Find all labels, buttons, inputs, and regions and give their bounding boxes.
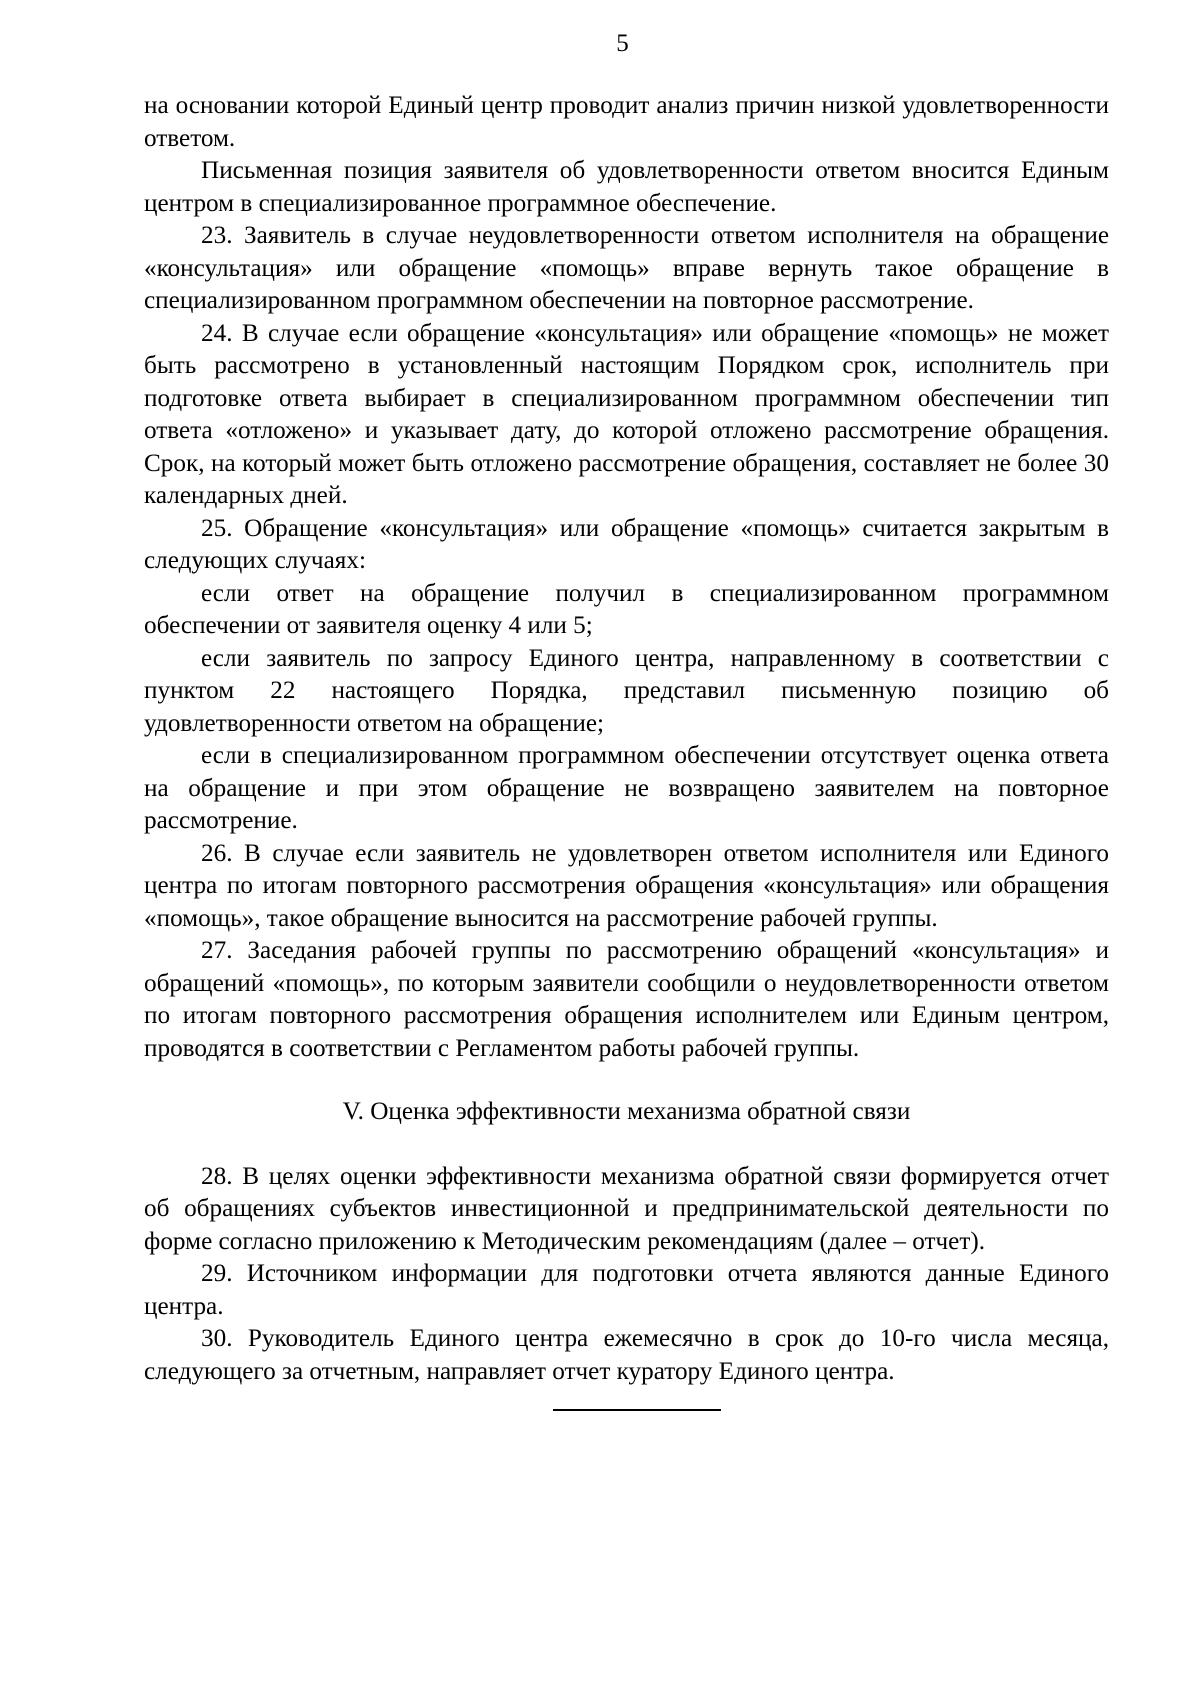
end-of-document-rule — [553, 1409, 721, 1411]
paragraph-26: 26. В случае если заявитель не удовлетворен ответом исполнителя или Единого центра по итогам повторного рассмотрения обращения «консультация» или обращения «помощь», такое обращение выносится на рассмотрение рабочей группы. — [144, 839, 1109, 932]
paragraph-25-case-3: если в специализированном программном обеспечении отсутствует оценка ответа на обращение и при этом обращение не возвращено заявителем на повторное рассмотрение. — [144, 742, 1109, 834]
paragraph-written-position: Письменная позиция заявителя об удовлетворенности ответом вносится Единым центром в специализированное программное обеспечение. — [144, 157, 1109, 217]
page-number: 5 — [616, 30, 629, 57]
section-heading: V. Оценка эффективности механизма обратной связи — [342, 1098, 911, 1125]
document-body — [144, 90, 1109, 1411]
paragraph-27: 27. Заседания рабочей группы по рассмотрению обращений «консультация» и обращений «помощь», по которым заявители сообщили о неудовлетворенности ответом по итогам повторного рассмотрения обращения исполнителем или Единым центром, проводятся в соответствии с Регламентом работы рабочей группы. — [144, 937, 1109, 1062]
paragraph-continuation: на основании которой Единый центр проводит анализ причин низкой удовлетворенности ответом. — [144, 92, 1109, 152]
paragraph-25: 25. Обращение «консультация» или обращение «помощь» считается закрытым в следующих случаях: — [144, 514, 1109, 574]
paragraph-30: 30. Руководитель Единого центра ежемесячно в срок до 10-го числа месяца, следующего за отчетным, направляет отчет куратору Единого центра. — [144, 1325, 1109, 1385]
paragraph-28: 28. В целях оценки эффективности механизма обратной связи формируется отчет об обращениях субъектов инвестиционной и предпринимательской деятельности по форме согласно приложению к Методическим рекомендациям (далее – отчет). — [144, 1162, 1109, 1255]
paragraph-25-case-1: если ответ на обращение получил в специализированном программном обеспечении от заявителя оценку 4 или 5; — [144, 579, 1109, 639]
paragraph-25-case-2: если заявитель по запросу Единого центра, направленному в соответствии с пунктом 22 настоящего Порядка, представил письменную позицию об удовлетворенности ответом на обращение; — [144, 644, 1109, 737]
paragraph-23: 23. Заявитель в случае неудовлетворенности ответом исполнителя на обращение «консультация» или обращение «помощь» вправе вернуть такое обращение в специализированном программном обеспечении на повторное рассмотрение. — [144, 222, 1109, 314]
paragraph-29: 29. Источником информации для подготовки отчета являются данные Единого центра. — [144, 1260, 1109, 1320]
paragraph-24: 24. В случае если обращение «консультация» или обращение «помощь» не может быть рассмотрено в установленный настоящим Порядком срок, исполнитель при подготовке ответа выбирает в специализированном программном обеспечении тип ответа «отложено» и указывает дату, до которой отложено рассмотрение обращения. Срок, на который может быть отложено рассмотрение обращения, составляет не более 30 календарных дней. — [144, 319, 1109, 509]
